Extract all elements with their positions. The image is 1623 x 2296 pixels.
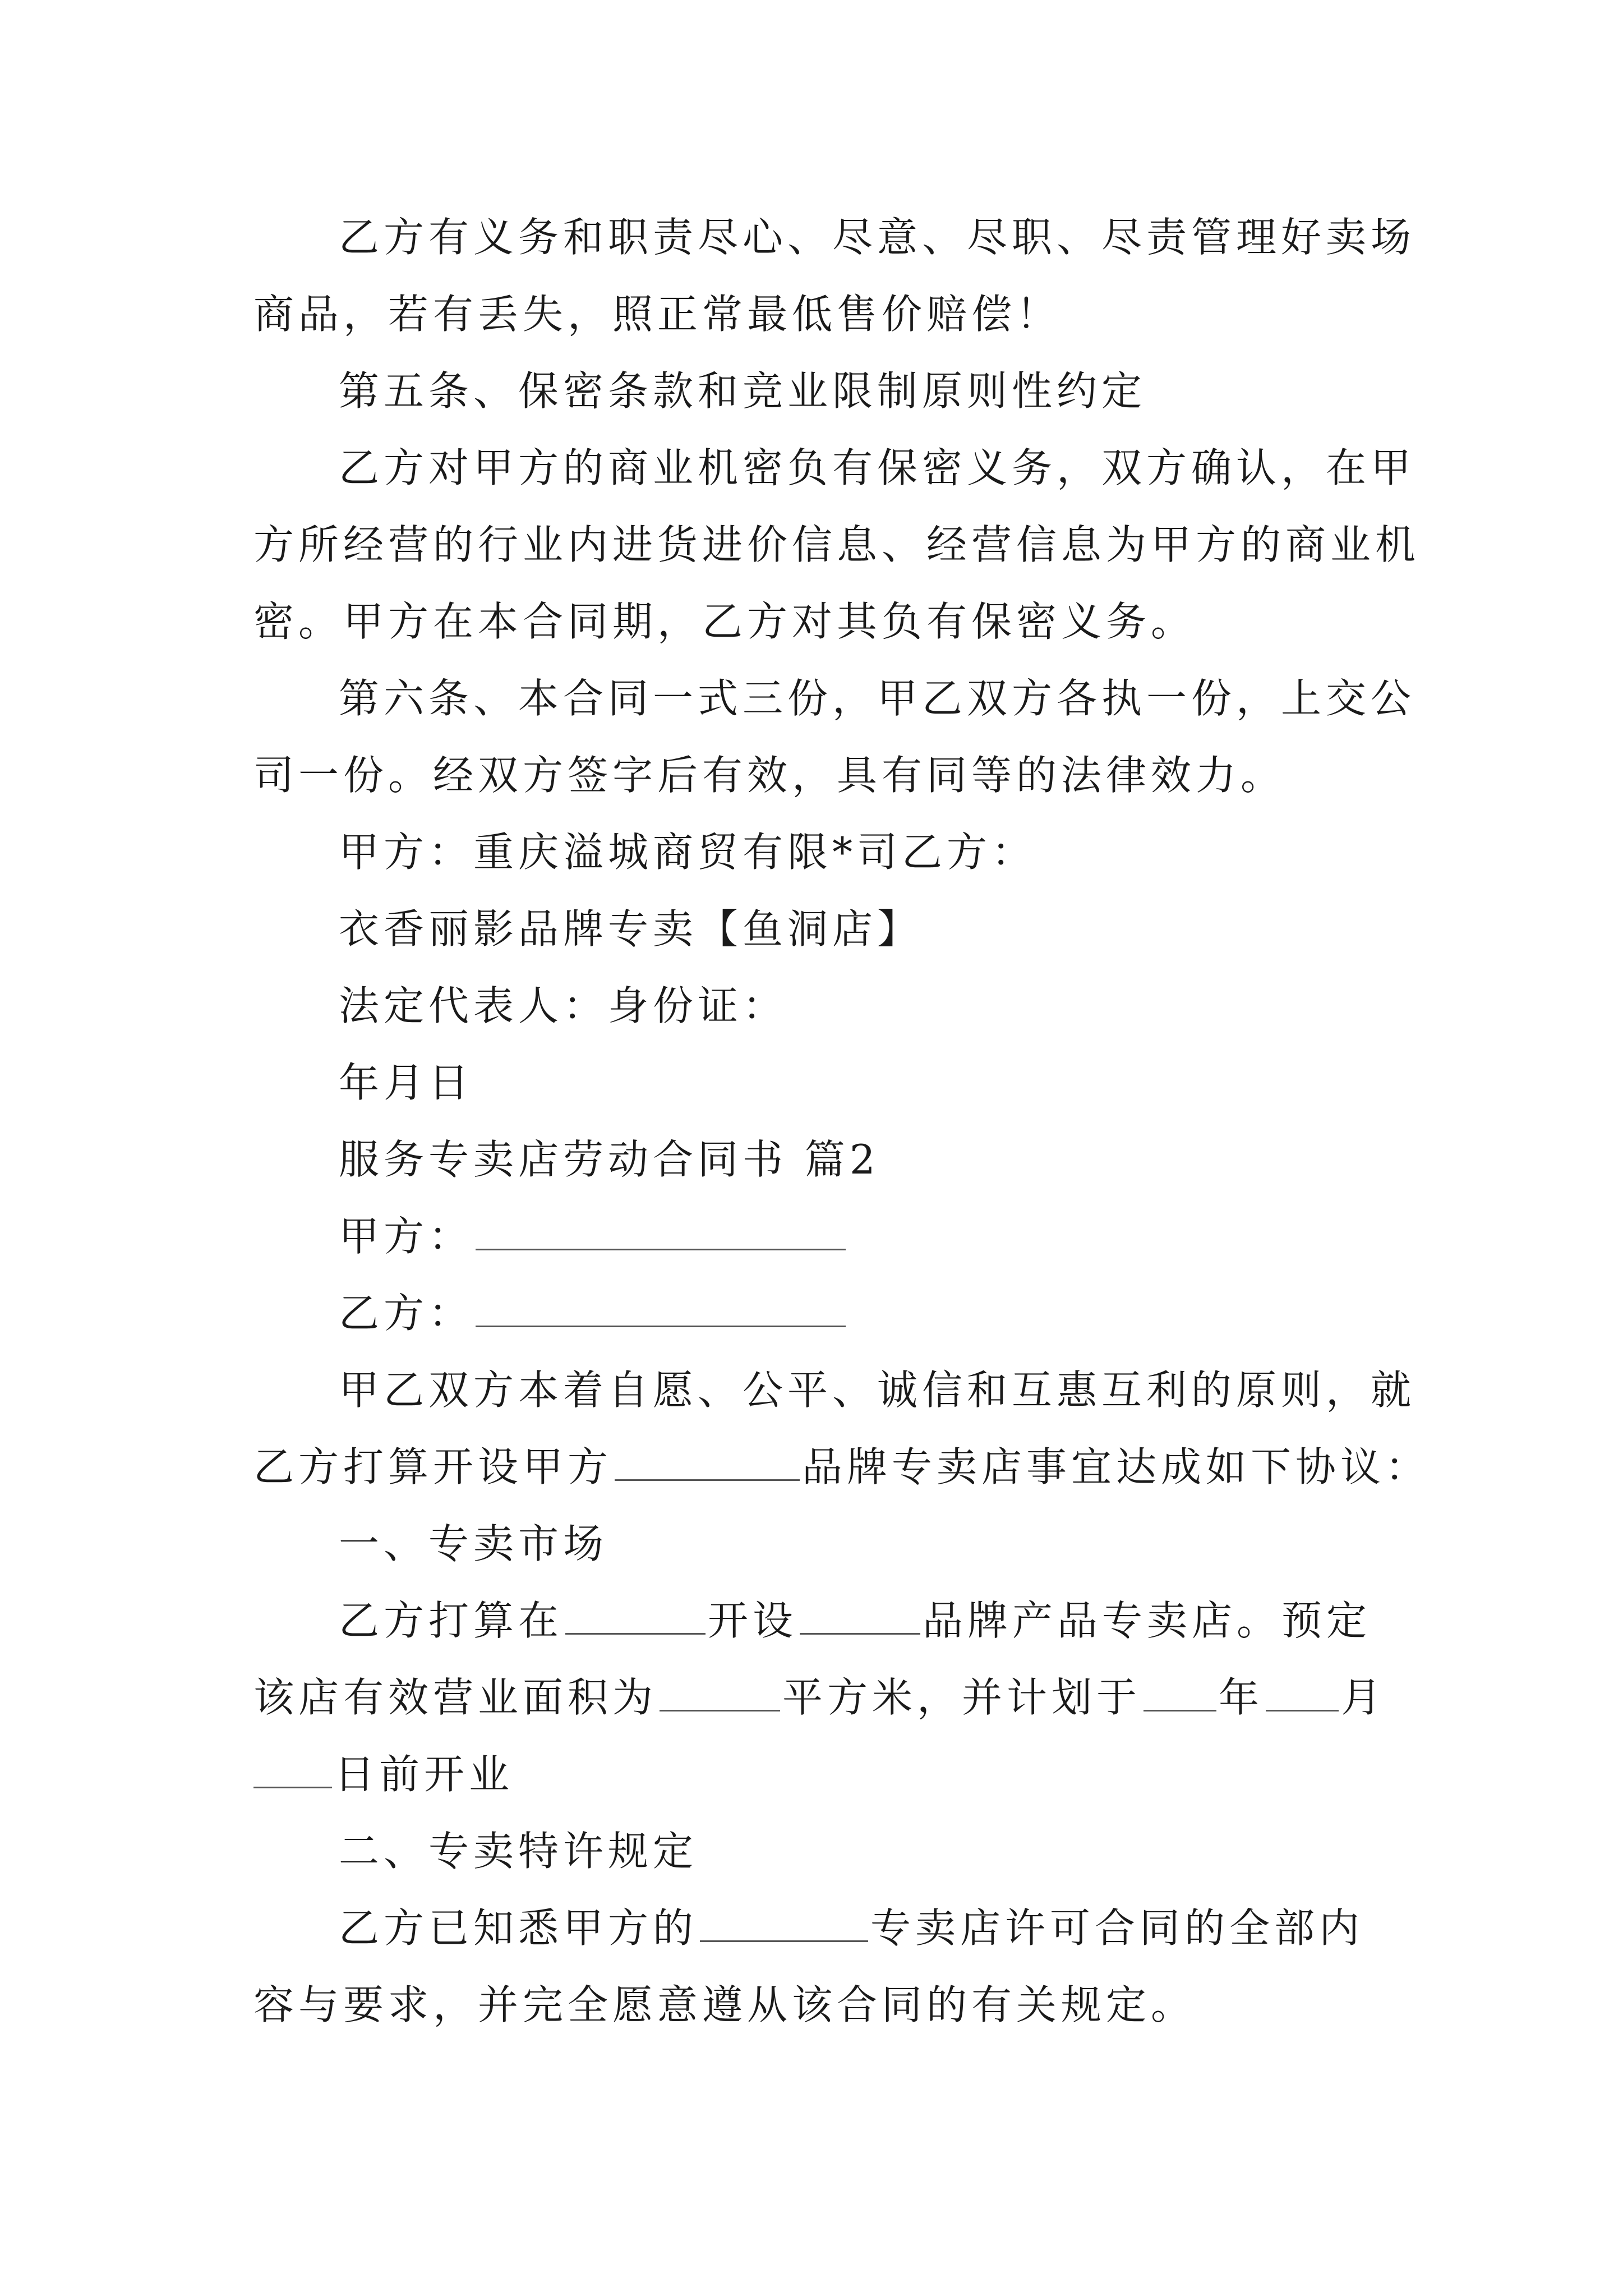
paragraph-line: 乙方对甲方的商业机密负有保密义务，双方确认，在甲 (339, 444, 1416, 491)
fill-blank (565, 1596, 706, 1635)
document-body (253, 212, 1431, 2030)
store-name-line: 衣香丽影品牌专卖【鱼洞店】 (339, 905, 923, 953)
signature-party-line: 甲方：重庆溢城商贸有限*司乙方： (339, 829, 1037, 876)
paragraph-line: 容与要求，并完全愿意遵从该合同的有关规定。 (253, 1981, 1196, 2028)
paragraph-line: 乙方打算开设甲方 品牌专卖店事宜达成如下协议： (253, 1443, 1431, 1490)
fill-blank (1144, 1673, 1216, 1711)
fill-blank (615, 1442, 800, 1481)
fill-blank (660, 1673, 780, 1711)
fill-blank (476, 1212, 846, 1250)
paragraph-line: 甲乙双方本着自愿、公平、诚信和互惠互利的原则，就 (339, 1366, 1416, 1414)
fill-blank (700, 1903, 868, 1942)
section-heading: 一、专卖市场 (339, 1520, 608, 1567)
paragraph-line: 日前开业 (253, 1749, 1386, 1800)
paragraph-line: 司一份。经双方签字后有效，具有同等的法律效力。 (253, 752, 1286, 799)
party-b-line: 乙方： (253, 1288, 1386, 1338)
fill-blank (800, 1596, 920, 1635)
paragraph-line: 商品，若有丢失，照正常最低售价赔偿！ (253, 291, 1062, 338)
fill-blank (1266, 1673, 1339, 1711)
fill-blank (253, 1750, 332, 1788)
paragraph-line: 密。甲方在本合同期，乙方对其负有保密义务。 (253, 598, 1196, 645)
paragraph-line: 第六条、本合同一式三份，甲乙双方各执一份，上交公 (339, 675, 1416, 722)
paragraph-line: 方所经营的行业内进货进价信息、经营信息为甲方的商业机 (253, 521, 1421, 568)
party-a-line: 甲方： (253, 1211, 1386, 1262)
paragraph-line: 乙方已知悉甲方的 专卖店许可合同的全部内 (339, 1904, 1364, 1952)
legal-rep-line: 法定代表人：身份证： (339, 982, 788, 1029)
contract-title: 服务专卖店劳动合同书 篇2 (339, 1136, 880, 1183)
paragraph-line: 乙方打算在 开设 品牌产品专卖店。预定 (339, 1597, 1372, 1644)
section-heading: 第五条、保密条款和竞业限制原则性约定 (339, 367, 1147, 415)
fill-blank (476, 1289, 846, 1327)
section-heading: 二、专卖特许规定 (339, 1828, 698, 1875)
paragraph-line: 乙方有义务和职责尽心、尽意、尽职、尽责管理好卖场 (339, 214, 1416, 261)
paragraph-line: 该店有效营业面积为 平方米，并计划于 年 月 (253, 1674, 1386, 1721)
date-line: 年月日 (339, 1059, 474, 1106)
